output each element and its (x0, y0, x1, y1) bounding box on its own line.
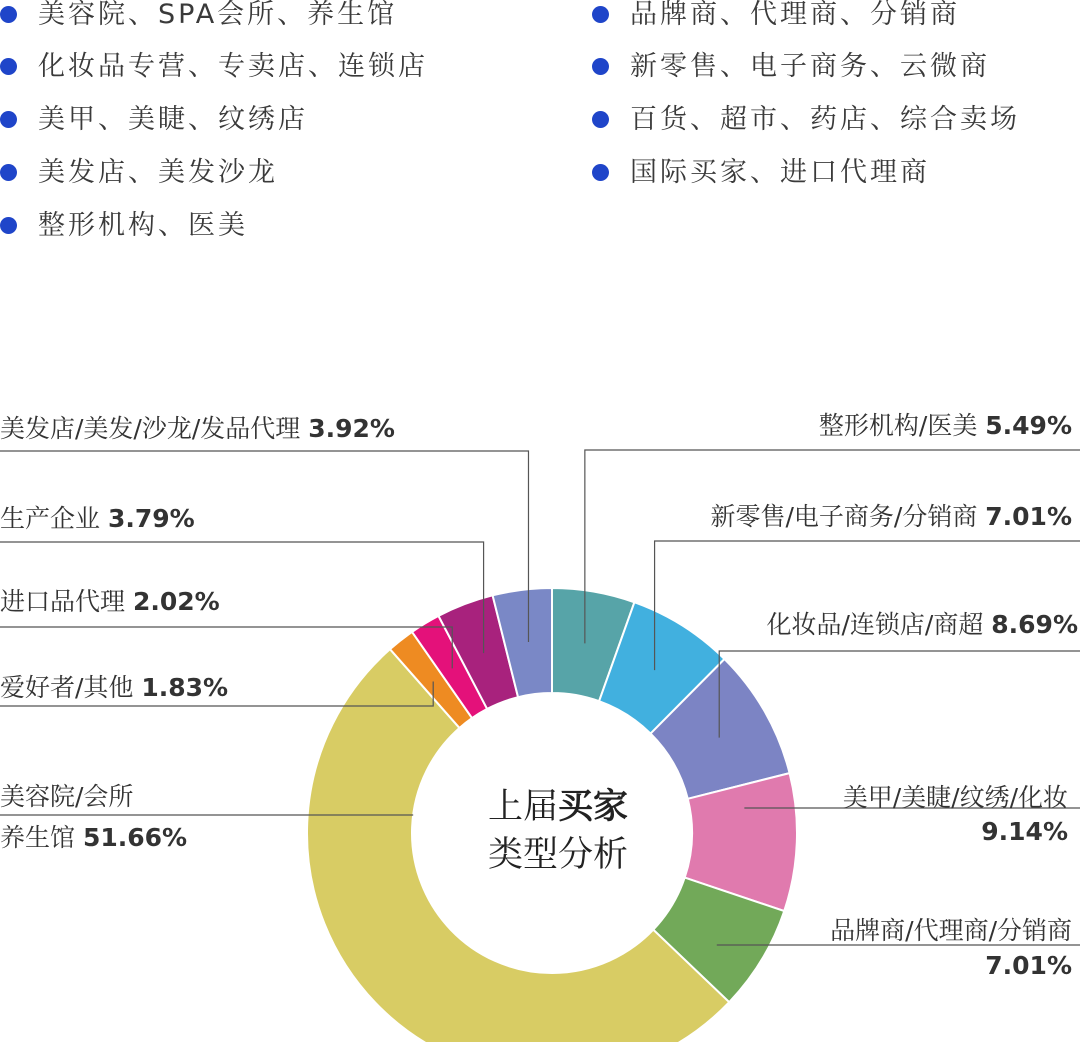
slice-label: 品牌商/代理商/分销商 (830, 916, 1072, 945)
slice-value-label: 1.83% (141, 673, 229, 702)
slice-label: 化妆品/连锁店/商超 8.69% (766, 610, 1078, 639)
slice-label: 新零售/电子商务/分销商 7.01% (710, 502, 1072, 531)
bullet-text: 整形机构、医美 (38, 210, 248, 241)
slice-label: 生产企业 3.79% (0, 504, 195, 533)
slice-label: 美容院/会所 (0, 782, 134, 811)
slice-value-label: 3.79% (107, 504, 195, 533)
bullet-text: 美容院、SPA会所、养生馆 (38, 0, 398, 30)
slice-value-label: 5.49% (985, 411, 1072, 440)
slice-label: 爱好者/其他 1.83% (0, 673, 229, 702)
slice-value-label: 8.69% (991, 610, 1078, 639)
bullet-text: 国际买家、进口代理商 (630, 157, 930, 188)
slice-value-label: 2.02% (132, 587, 220, 616)
slice-value-label: 51.66% (82, 823, 188, 852)
bullet-text: 百货、超市、药店、综合卖场 (630, 104, 1020, 135)
chart-center-title-line1: 上届买家 (487, 787, 629, 827)
bullet-text: 新零售、电子商务、云微商 (630, 51, 990, 82)
slice-label: 美甲/美睫/纹绣/化妆 (842, 783, 1068, 812)
slice-value-label: 7.01% (985, 951, 1072, 980)
bullet-text: 美发店、美发沙龙 (38, 157, 278, 188)
slice-labels (0, 411, 1078, 980)
slice-label: 美发店/美发/沙龙/发品代理 3.92% (0, 414, 395, 443)
slice-label: 整形机构/医美 5.49% (818, 411, 1072, 440)
bullet-text: 品牌商、代理商、分销商 (630, 0, 960, 30)
slice-value-label: 3.92% (308, 414, 395, 443)
slice-value-label: 9.14% (981, 817, 1068, 846)
leader-line (719, 651, 1080, 738)
bullet-text: 美甲、美睫、纹绣店 (38, 104, 308, 135)
slice-label: 进口品代理 2.02% (0, 587, 220, 616)
slice-value-label: 7.01% (985, 502, 1072, 531)
slice-label: 养生馆 51.66% (0, 823, 188, 852)
bullet-text: 化妆品专营、专卖店、连锁店 (38, 51, 428, 82)
chart-center-title-line2: 类型分析 (487, 835, 629, 875)
